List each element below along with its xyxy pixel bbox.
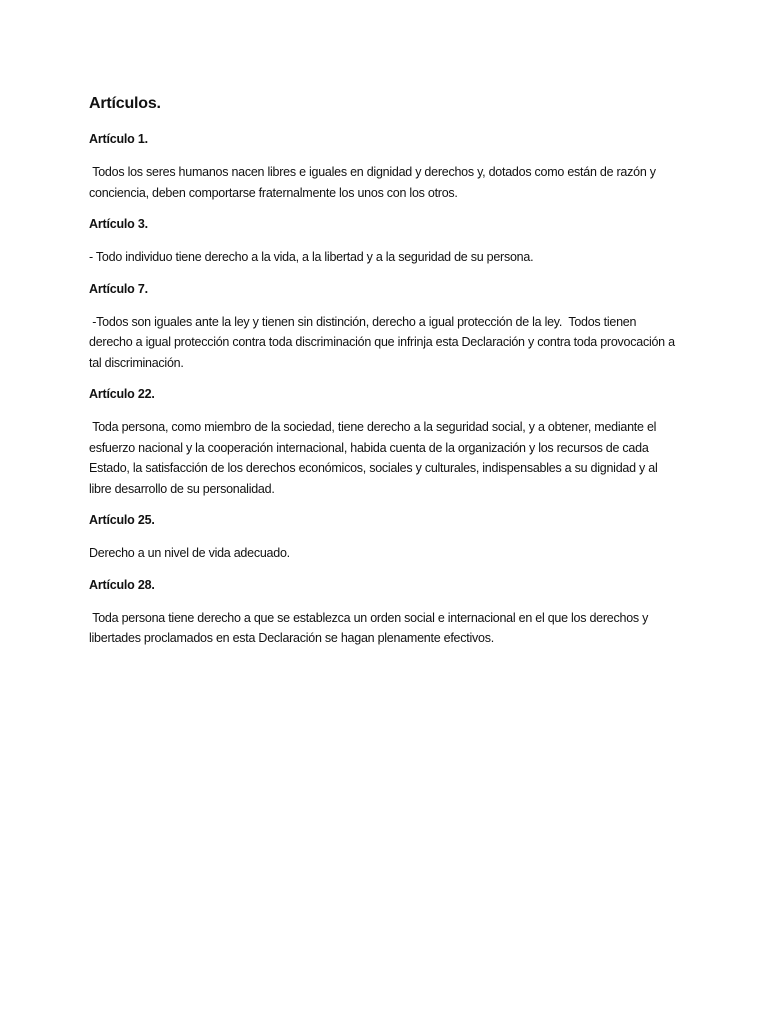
article-body: Todos los seres humanos nacen libres e iguales en dignidad y derechos y, dotados como están de razón y conciencia, deben comportarse fraternalmente los unos con los otros. <box>89 165 659 200</box>
article-heading: Artículo 1. <box>89 132 148 146</box>
document-title: Artículos. <box>89 95 161 112</box>
article-25 <box>89 511 681 564</box>
article-3 <box>89 215 681 268</box>
article-7 <box>89 280 681 374</box>
article-heading: Artículo 22. <box>89 387 155 401</box>
article-heading: Artículo 7. <box>89 281 148 296</box>
article-1 <box>89 130 681 203</box>
article-heading: Artículo 3. <box>89 217 148 231</box>
article-heading: Artículo 28. <box>89 577 155 592</box>
document-page <box>89 92 681 661</box>
article-body: Derecho a un nivel de vida adecuado. <box>89 546 290 560</box>
article-28 <box>89 576 681 649</box>
article-body: Toda persona, como miembro de la sociedad, tiene derecho a la seguridad social, y a obtener, mediante el esfuerzo nacional y la cooperación internacional, habida cuenta de la organización y los recursos de cada Estado, la satisfacción de los derechos económicos, sociales y culturales, indispensables a su dignidad y al libre desarrollo de su personalidad. <box>89 420 661 496</box>
article-body: - Todo individuo tiene derecho a la vida, a la libertad y a la seguridad de su persona. <box>89 250 534 264</box>
article-heading: Artículo 25. <box>89 513 155 527</box>
article-body: Toda persona tiene derecho a que se establezca un orden social e internacional en el que los derechos y libertades proclamados en esta Declaración se hagan plenamente efectivos. <box>89 610 652 645</box>
article-body: -Todos son iguales ante la ley y tienen sin distinción, derecho a igual protección de la ley. Todos tienen derecho a igual protección contra toda discriminación que infrinja esta Declaración y contra toda provocación a tal discriminación. <box>89 314 679 370</box>
article-22 <box>89 385 681 499</box>
